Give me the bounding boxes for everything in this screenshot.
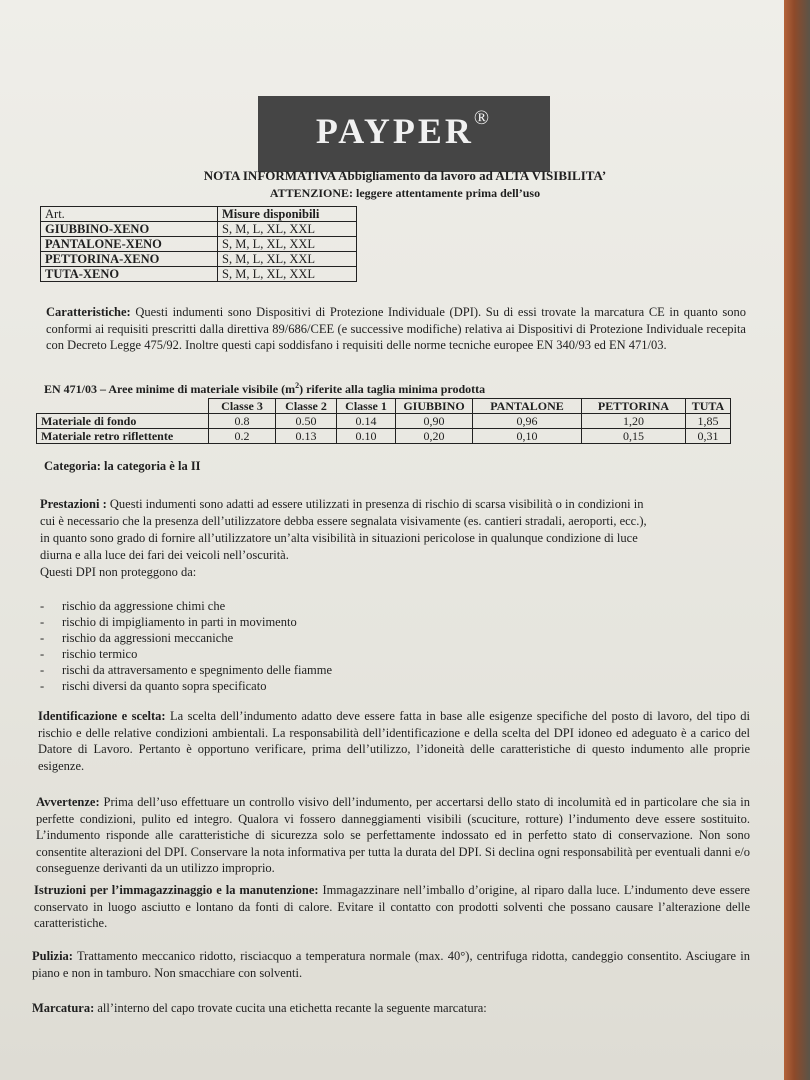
- list-item: - rischio di impigliamento in parti in movimento: [40, 615, 297, 629]
- article-name: TUTA-XENO: [41, 267, 218, 282]
- table-cell: 0.14: [337, 414, 396, 429]
- rischio-text: rischio termico: [62, 647, 138, 661]
- empty-corner: [37, 399, 209, 414]
- background-edge: [784, 0, 810, 1080]
- table-cell: 1,85: [686, 414, 731, 429]
- istruzioni-text: Immagazzinare nell’imballo d’origine, al riparo dalla luce. L’indumento deve essere conservato in luogo asciutto e lontano da fonti di calore. Evitare il contatto con prodotti solventi che possano causare l’alterazione delle caratteristiche.: [34, 883, 750, 930]
- header-art: Art.: [41, 207, 218, 222]
- article-sizes: S, M, L, XL, XXL: [218, 267, 357, 282]
- header-sizes: Misure disponibili: [218, 207, 357, 222]
- caratteristiche-paragraph: [46, 304, 746, 354]
- table-cell: 0,31: [686, 429, 731, 444]
- rischio-text: rischio da aggressioni meccaniche: [62, 631, 234, 645]
- brand-logo: [258, 96, 550, 172]
- table-row: [41, 267, 357, 282]
- header-pantalone: PANTALONE: [473, 399, 582, 414]
- en-471-title: [44, 378, 485, 397]
- notice-title: NOTA INFORMATIVA Abbigliamento da lavoro ad ALTA VISIBILITA’: [203, 168, 607, 183]
- area-table: [36, 398, 731, 444]
- article-name: PETTORINA-XENO: [41, 252, 218, 267]
- list-item: - rischi diversi da quanto sopra specificato: [40, 679, 267, 693]
- header-classe-3: Classe 3: [209, 399, 276, 414]
- caratteristiche-text: Questi indumenti sono Dispositivi di Protezione Individuale (DPI). Su di essi trovate la marcatura CE in quanto sono conformi ai requisiti prescritti dalla direttiva 89/686/CEE (e successive modifiche) relativa ai Dispositivi di Protezione Individuale recepita con Decreto Legge 475/92. Inoltre questi capi soddisfano i requisiti delle norme tecniche europee EN 340/93 ed EN 471/03.: [46, 305, 747, 352]
- list-item: - rischi da attraversamento e spegnimento delle fiamme: [40, 663, 333, 677]
- table-row: [41, 222, 357, 237]
- pulizia-text: Trattamento meccanico ridotto, risciacquo a temperatura normale (max. 40°), centrifuga ridotta, candeggio consentito. Asciugare in piano e non in tamburo. Non smacchiare con solventi.: [32, 949, 750, 980]
- rischio-text: rischi diversi da quanto sopra specificato: [62, 679, 267, 693]
- table-cell: 0,90: [396, 414, 473, 429]
- prestazioni-line: cui è necessario che la presenza dell’utilizzatore debba essere segnalata visivamente (es. cantieri stradali, aeroporti, ecc.),: [40, 514, 647, 528]
- table-cell: 0.8: [209, 414, 276, 429]
- notice-warning: ATTENZIONE: leggere attentamente prima dell’uso: [269, 186, 541, 200]
- avvertenze-paragraph: [36, 794, 750, 877]
- en-title-pre: EN 471/03 – Aree minime di materiale visibile (m: [44, 382, 296, 396]
- marcatura-paragraph: [32, 1000, 750, 1017]
- avvertenze-text: Prima dell’uso effettuare un controllo visivo dell’indumento, per accertarsi dello stato di incolumità ed in particolare che sia in perfette condizioni, pulito ed integro. Qualora vi fossero danneggiamenti visibili (scuciture, rotture) l’indumento deve essere sostituito. L’indumento risponde alle caratteristiche di sicurezza solo se perfettamente indossato ed in perfetto stato di conservazione. Non sono consentite alterazioni del DPI. Conservare la nota informativa per tutta la durata del DPI. Si declina ogni responsabilità per eventuali danni e/o conseguenze derivanti da un utilizzo improprio.: [36, 795, 751, 875]
- header-tuta: TUTA: [686, 399, 731, 414]
- article-sizes: S, M, L, XL, XXL: [218, 222, 357, 237]
- rischio-text: rischio di impigliamento in parti in movimento: [62, 615, 297, 629]
- prestazioni-text: Questi indumenti sono adatti ad essere utilizzati in presenza di rischio di scarsa visibilità o in condizioni in: [106, 497, 644, 511]
- table-row: [41, 237, 357, 252]
- prestazioni-line: diurna e alla luce dei fari dei veicoli nell’oscurità.: [40, 548, 289, 562]
- header-classe-2: Classe 2: [276, 399, 337, 414]
- avvertenze-label: Avvertenze:: [36, 795, 100, 809]
- registered-mark: ®: [473, 107, 493, 129]
- table-cell: 0.50: [276, 414, 337, 429]
- logo-text: PAYPER: [315, 111, 474, 151]
- table-cell: 0.2: [209, 429, 276, 444]
- header-giubbino: GIUBBINO: [396, 399, 473, 414]
- rischio-text: rischi da attraversamento e spegnimento delle fiamme: [62, 663, 333, 677]
- article-name: PANTALONE-XENO: [41, 237, 218, 252]
- table-header-row: [37, 399, 731, 414]
- row-label: Materiale retro riflettente: [37, 429, 209, 444]
- table-cell: 1,20: [582, 414, 686, 429]
- prestazioni-label: Prestazioni :: [40, 497, 107, 511]
- marcatura-text: all’interno del capo trovate cucita una etichetta recante la seguente marcatura:: [97, 1001, 487, 1015]
- table-cell: 0.10: [337, 429, 396, 444]
- prestazioni-line: Questi DPI non proteggono da:: [40, 565, 197, 579]
- table-row: [37, 414, 731, 429]
- table-cell: 0,10: [473, 429, 582, 444]
- identificazione-paragraph: [38, 708, 750, 774]
- identificazione-text: La scelta dell’indumento adatto deve essere fatta in base alle esigenze specifiche del posto di lavoro, del tipo di rischio e delle relative condizioni ambientali. La responsabilità dell’identificazione e della scelta del DPI idoneo ed adeguato è a carico del Datore di Lavoro. Pertanto è opportuno verificare, prima dell’utilizzo, l’idoneità delle caratteristiche di questo indumento alle proprie esigenze.: [38, 709, 751, 773]
- identificazione-label: Identificazione e scelta:: [38, 709, 166, 723]
- rischio-text: rischio da aggressione chimi che: [62, 599, 226, 613]
- sizes-table: [40, 206, 357, 282]
- article-sizes: S, M, L, XL, XXL: [218, 252, 357, 267]
- list-item: - rischio da aggressioni meccaniche: [40, 631, 234, 645]
- header-pettorina: PETTORINA: [582, 399, 686, 414]
- prestazioni-line: in quanto sono grado di fornire all’utilizzatore un’alta visibilità in situazioni pericolose in qualunque condizione di luce: [40, 531, 638, 545]
- header-classe-1: Classe 1: [337, 399, 396, 414]
- table-cell: 0,20: [396, 429, 473, 444]
- article-sizes: S, M, L, XL, XXL: [218, 237, 357, 252]
- article-name: GIUBBINO-XENO: [41, 222, 218, 237]
- table-cell: 0,15: [582, 429, 686, 444]
- table-cell: 0,96: [473, 414, 582, 429]
- table-header-row: [41, 207, 357, 222]
- caratteristiche-label: Caratteristiche:: [46, 305, 131, 319]
- marcatura-label: Marcatura:: [32, 1001, 95, 1015]
- list-item: - rischio da aggressione chimi che: [40, 599, 226, 613]
- istruzioni-label: Istruzioni per l’immagazzinaggio e la manutenzione:: [34, 883, 319, 897]
- en-title-post: ) riferite alla taglia minima prodotta: [299, 382, 486, 396]
- istruzioni-paragraph: [34, 882, 750, 932]
- table-row: [41, 252, 357, 267]
- categoria: Categoria: la categoria è la II: [44, 459, 201, 473]
- row-label: Materiale di fondo: [37, 414, 209, 429]
- en-title-sup: 2: [295, 381, 300, 390]
- table-cell: 0.13: [276, 429, 337, 444]
- pulizia-paragraph: [32, 948, 750, 981]
- prestazioni-line: [40, 496, 680, 512]
- pulizia-label: Pulizia:: [32, 949, 73, 963]
- table-row: [37, 429, 731, 444]
- list-item: - rischio termico: [40, 647, 138, 661]
